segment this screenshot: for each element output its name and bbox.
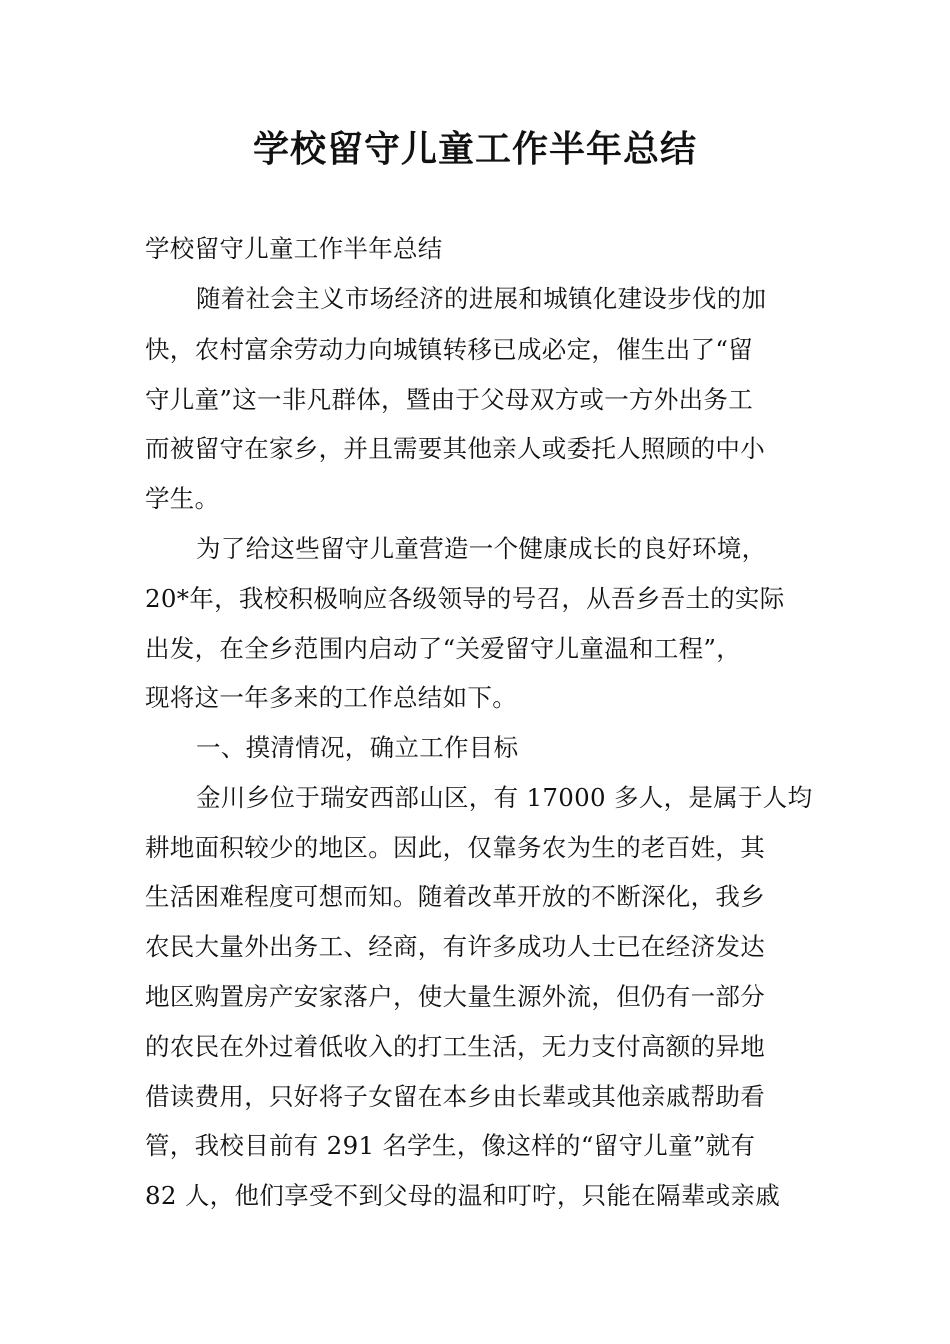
text-line: 生活困难程度可想而知。随着改革开放的不断深化，我乡 bbox=[145, 882, 765, 911]
text-line: 82 人，他们享受不到父母的温和叮咛，只能在隔辈或亲戚 bbox=[145, 1181, 781, 1210]
text-line: 现将这一年多来的工作总结如下。 bbox=[145, 683, 517, 712]
text-line: 借读费用，只好将子女留在本乡由长辈或其他亲戚帮助看 bbox=[145, 1082, 765, 1111]
text-line: 20*年，我校积极响应各级领导的号召，从吾乡吾土的实际 bbox=[145, 584, 785, 613]
text-line: 为了给这些留守儿童营造一个健康成长的良好环境， bbox=[196, 534, 767, 563]
text-line: 的农民在外过着低收入的打工生活，无力支付高额的异地 bbox=[145, 1032, 765, 1061]
text-line: 学生。 bbox=[145, 484, 220, 513]
text-line: 快，农村富余劳动力向城镇转移已成必定，催生出了“留 bbox=[145, 335, 754, 364]
text-line: 出发，在全乡范围内启动了“关爱留守儿童温和工程”， bbox=[145, 634, 742, 663]
section-heading: 一、摸清情况，确立工作目标 bbox=[196, 733, 519, 762]
text-line: 耕地面积较少的地区。因此，仅靠务农为生的老百姓，其 bbox=[145, 833, 765, 862]
document-title: 学校留守儿童工作半年总结 bbox=[252, 129, 697, 170]
text-line: 随着社会主义市场经济的进展和城镇化建设步伐的加 bbox=[196, 284, 767, 313]
text-line: 农民大量外出务工、经商，有许多成功人士已在经济发达 bbox=[145, 932, 765, 961]
text-line: 管，我校目前有 291 名学生，像这样的“留守儿童”就有 bbox=[145, 1131, 756, 1160]
text-line: 而被留守在家乡，并且需要其他亲人或委托人照顾的中小 bbox=[145, 434, 765, 463]
text-line: 地区购置房产安家落户，使大量生源外流，但仍有一部分 bbox=[145, 982, 765, 1011]
text-line: 金川乡位于瑞安西部山区，有 17000 多人，是属于人均 bbox=[196, 783, 813, 812]
text-line: 学校留守儿童工作半年总结 bbox=[145, 234, 443, 263]
text-line: 守儿童”这一非凡群体，暨由于父母双方或一方外出务工 bbox=[145, 385, 754, 414]
